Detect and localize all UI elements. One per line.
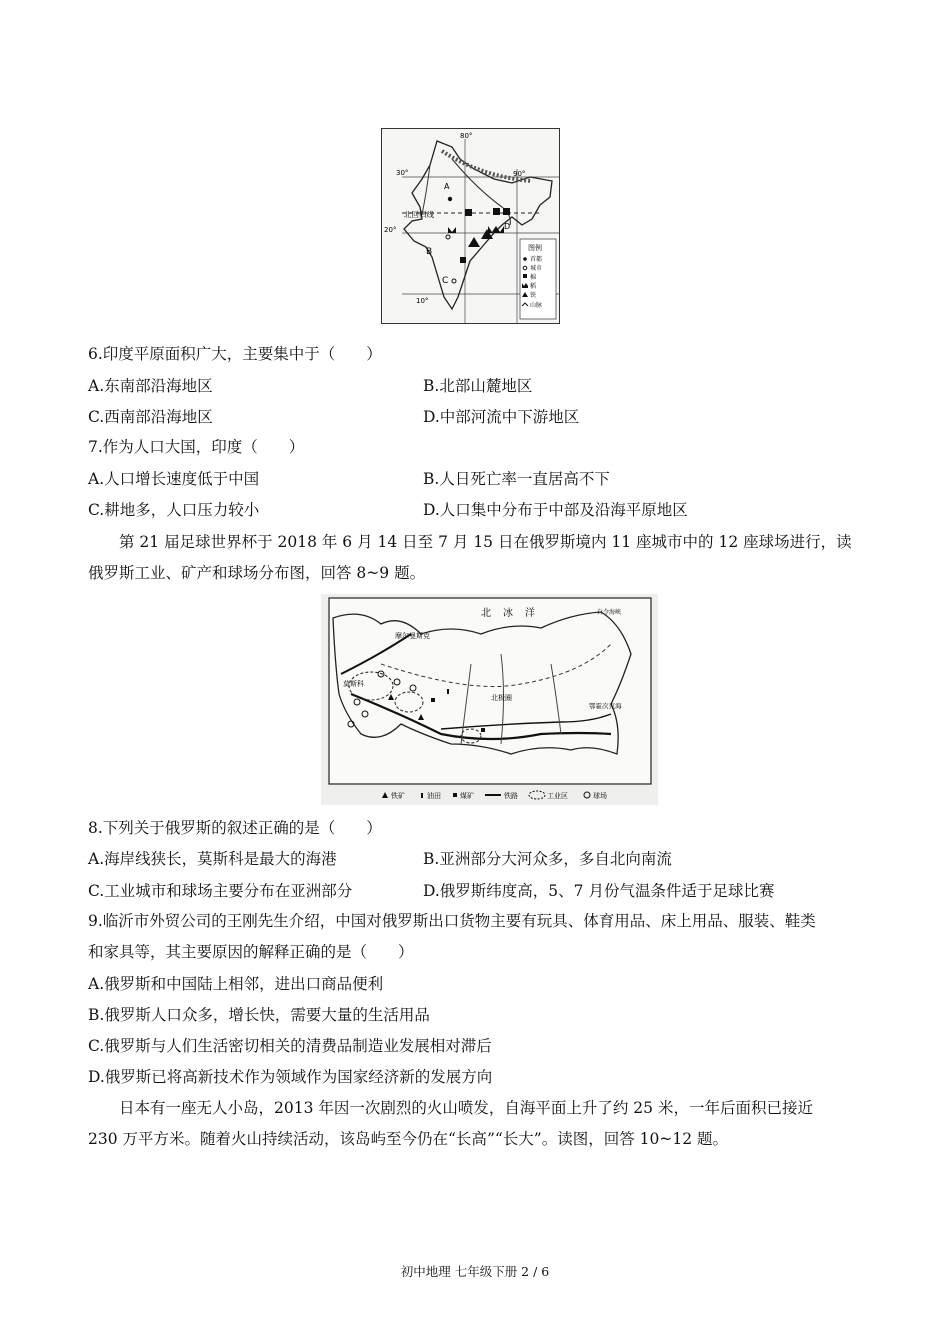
page-footer: 初中地理 七年级下册 2 / 6 <box>400 1264 550 1279</box>
intro-8-9-line2: 俄罗斯工业、矿产和球场分布图，回答 8~9 题。 <box>88 564 426 582</box>
label-30: 30° <box>396 169 409 177</box>
iron-symbol <box>468 237 480 247</box>
label-tropic: 北回归线 <box>404 210 434 219</box>
ganges-river <box>452 159 510 225</box>
legend-oil-symbol <box>421 793 423 798</box>
q7-option-a: A.人口增长速度低于中国 <box>88 470 260 488</box>
q8-stem: 8.下列关于俄罗斯的叙述正确的是（ ） <box>88 819 382 837</box>
city-symbol <box>446 235 450 239</box>
russia-map-frame <box>329 598 651 784</box>
q9-stem-line1: 9.临沂市外贸公司的王刚先生介绍，中国对俄罗斯出口货物主要有玩具、体育用品、床上用品、服装、鞋类 <box>88 912 816 930</box>
rice-symbol <box>488 226 504 233</box>
q7-option-b: B.人日死亡率一直居高不下 <box>423 470 610 488</box>
legend-cotton: 棉 <box>530 274 537 281</box>
label-north: 北 <box>481 608 491 619</box>
cotton-symbol <box>465 209 472 216</box>
legend-stadium-symbol <box>584 792 590 798</box>
label-80: 80° <box>460 132 473 140</box>
q7-option-d: D.人口集中分布于中部及沿海平原地区 <box>423 501 688 519</box>
legend-cotton-symbol <box>523 274 527 278</box>
q6-option-c: C.西南部沿海地区 <box>88 408 213 426</box>
india-map-svg <box>382 129 559 323</box>
label-okhotsk-sea: 鄂霍次克海 <box>589 702 622 710</box>
q6-stem: 6.印度平原面积广大，主要集中于（ ） <box>88 345 382 363</box>
legend-capital-symbol <box>523 257 527 261</box>
label-10-left: 10° <box>416 297 429 305</box>
q8-option-c: C.工业城市和球场主要分布在亚洲部分 <box>88 882 353 900</box>
russia-map-svg <box>321 594 658 805</box>
label-d: D <box>504 222 511 231</box>
label-c: C <box>442 276 449 286</box>
q8-option-a: A.海岸线狭长，莫斯科是最大的海港 <box>88 850 337 868</box>
legend-capital: 首都 <box>530 256 543 263</box>
cotton-symbol <box>460 257 466 263</box>
oil-symbol <box>447 689 449 694</box>
iron-symbol <box>481 229 493 239</box>
legend-stadium: 球场 <box>593 792 607 800</box>
q9-stem-line2: 和家具等，其主要原因的解释正确的是（ ） <box>88 943 414 961</box>
legend-coal: 煤矿 <box>460 792 474 800</box>
label-bering-strait: 白令海峡 <box>597 609 622 616</box>
label-a: A <box>444 182 450 191</box>
q7-stem: 7.作为人口大国，印度（ ） <box>88 438 305 456</box>
q6-option-b: B.北部山麓地区 <box>423 377 533 395</box>
legend-oil: 油田 <box>427 792 441 800</box>
legend-industrial: 工业区 <box>547 792 568 800</box>
india-map-figure <box>381 128 560 324</box>
legend-iron-ore: 铁矿 <box>391 792 405 800</box>
city-symbol <box>452 279 456 283</box>
legend-iron-ore-symbol <box>382 792 388 798</box>
label-moscow: 莫斯科 <box>343 680 364 688</box>
q8-option-d: D.俄罗斯纬度高，5、7 月份气温条件适于足球比赛 <box>423 882 775 900</box>
capital-symbol <box>448 197 452 201</box>
label-90: 90° <box>513 170 526 178</box>
coal-symbol <box>481 728 485 732</box>
q9-option-a: A.俄罗斯和中国陆上相邻，进出口商品便利 <box>88 975 384 993</box>
legend-railway: 铁路 <box>504 792 518 800</box>
russia-map-figure <box>321 594 658 805</box>
q9-option-d: D.俄罗斯已将高新技术作为领域作为国家经济新的发展方向 <box>88 1068 493 1086</box>
intro-10-12-line1: 日本有一座无人小岛，2013 年因一次剧烈的火山喷发，自海平面上升了约 25 米，一年后面积已接近 <box>119 1099 813 1117</box>
legend-coal-symbol <box>453 793 457 797</box>
legend-city: 城市 <box>530 265 543 272</box>
legend-iron: 铁 <box>530 292 537 299</box>
legend-rice: 稻 <box>530 283 537 290</box>
q9-option-c: C.俄罗斯与人们生活密切相关的清费品制造业发展相对滞后 <box>88 1037 492 1055</box>
q7-option-c: C.耕地多，人口压力较小 <box>88 501 260 519</box>
q6-option-a: A.东南部沿海地区 <box>88 377 213 395</box>
intro-10-12-line2: 230 万平方米。随着火山持续活动，该岛屿至今仍在“长高”“长大”。读图，回答 10~12 题。 <box>88 1130 728 1148</box>
label-20: 20° <box>384 226 397 234</box>
label-murmansk: 摩尔曼斯克 <box>395 632 430 640</box>
cotton-symbol <box>493 208 500 215</box>
cotton-symbol <box>503 208 510 215</box>
intro-8-9-line1: 第 21 届足球世界杯于 2018 年 6 月 14 日至 7 月 15 日在俄罗斯境内 11 座城市中的 12 座球场进行，读 <box>119 533 852 551</box>
legend-industrial-symbol <box>529 791 545 799</box>
label-arctic-circle: 北极圈 <box>491 694 512 702</box>
legend-title: 图例 <box>528 244 542 252</box>
rice-symbol <box>448 227 456 233</box>
label-ocean: 洋 <box>525 608 535 619</box>
label-ice: 冰 <box>503 608 513 619</box>
legend-mountain: 山脉 <box>530 302 543 309</box>
q6-option-d: D.中部河流中下游地区 <box>423 408 580 426</box>
coal-symbol <box>431 698 435 702</box>
label-b: B <box>426 247 433 257</box>
q9-option-b: B.俄罗斯人口众多，增长快，需要大量的生活用品 <box>88 1006 430 1024</box>
q8-option-b: B.亚洲部分大河众多，多自北向南流 <box>423 850 672 868</box>
